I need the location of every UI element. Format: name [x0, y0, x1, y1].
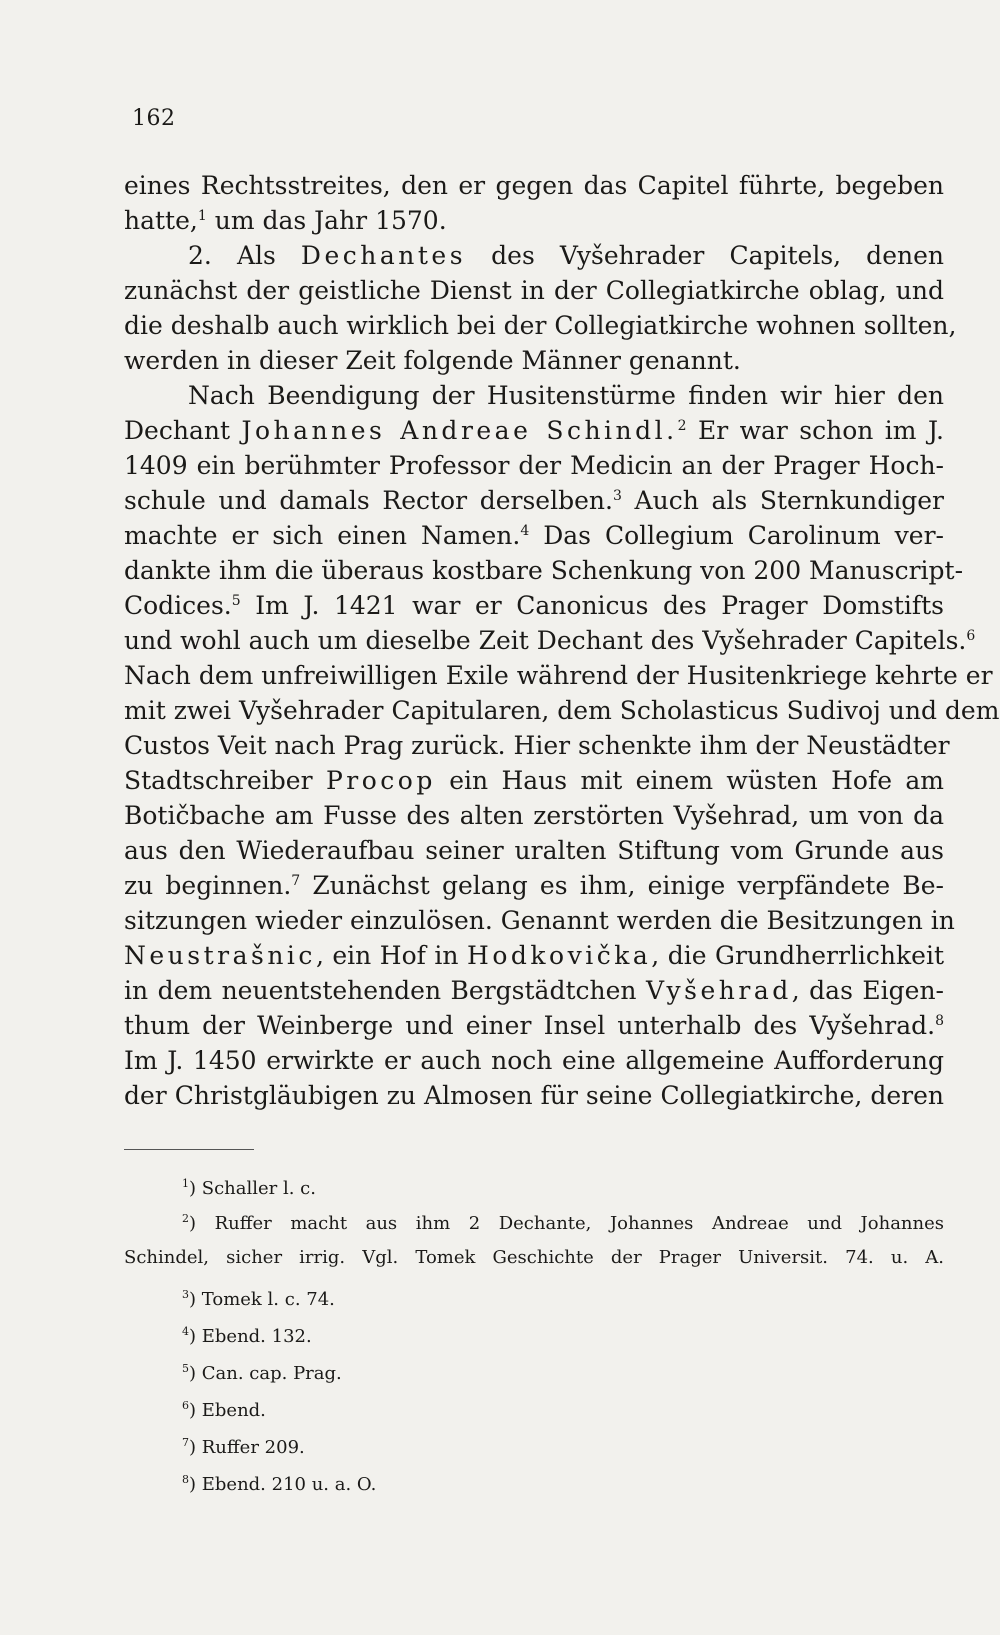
- text-fragment: des Vyšehrader Capitels, denen: [466, 241, 944, 270]
- footnote-ref: 4: [520, 523, 530, 539]
- footnote-divider: [124, 1149, 254, 1150]
- text-fragment: schule und damals Rector derselben.: [124, 486, 613, 515]
- text-fragment: und wohl auch um dieselbe Zeit Dechant des Vyšehrader Capitels.: [124, 626, 967, 655]
- text-line: [124, 868, 944, 903]
- footnote-text: Ebend. 132.: [201, 1326, 312, 1347]
- text-line: werden in dieser Zeit folgende Männer genannt.: [124, 346, 741, 375]
- footnote-mark: 3: [182, 1288, 189, 1301]
- footnote-continuation: Schindel, sicher irrig. Vgl. Tomek Geschichte der Prager Universit. 74. u. A.: [124, 1247, 944, 1268]
- footnote-mark: 2: [182, 1212, 189, 1225]
- spaced-name: Johannes Andreae Schindl.: [241, 416, 678, 445]
- footnote: $^2$) Ruffer macht aus ihm 2 Dechante, Johannes Andreae und Johannes: [182, 1212, 944, 1234]
- text-line: der Christgläubigen zu Almosen für seine Collegiatkirche, deren: [124, 1081, 944, 1110]
- text-line: [124, 588, 944, 623]
- footnote-mark: 8: [182, 1473, 189, 1486]
- text-line: aus den Wiederaufbau seiner uralten Stiftung vom Grunde aus: [124, 836, 944, 865]
- text-fragment: machte er sich einen Namen.: [124, 521, 521, 550]
- footnote-ref: 2: [677, 418, 687, 434]
- text-line: dankte ihm die überaus kostbare Schenkung von 200 Manuscript-: [124, 556, 964, 585]
- footnote: $^8$) Ebend. 210 u. a. O.: [182, 1473, 377, 1495]
- text-line: Im J. 1450 erwirkte er auch noch eine allgemeine Aufforderung: [124, 1046, 944, 1075]
- text-line: Nach dem unfreiwilligen Exile während der Husitenkriege kehrte er: [124, 661, 993, 690]
- footnote-mark: 4: [182, 1325, 189, 1338]
- text-fragment: Codices.: [124, 591, 232, 620]
- text-fragment: um das Jahr 1570.: [206, 206, 447, 235]
- footnote-text: Ruffer 209.: [201, 1437, 305, 1458]
- text-line: [124, 518, 944, 553]
- footnote: $^5$) Can. cap. Prag.: [182, 1362, 342, 1384]
- text-fragment: Dechant: [124, 416, 230, 445]
- text-fragment: zu beginnen.: [124, 871, 292, 900]
- text-line: mit zwei Vyšehrader Capitularen, dem Scholasticus Sudivoj und dem: [124, 696, 1000, 725]
- text-fragment: ein Haus mit einem wüsten Hofe am: [435, 766, 944, 795]
- text-line: 1409 ein berühmter Professor der Medicin an der Prager Hoch-: [124, 451, 944, 480]
- footnote: $^3$) Tomek l. c. 74.: [182, 1288, 335, 1310]
- footnotes: [124, 1170, 944, 1503]
- text-line: [124, 938, 944, 973]
- spaced-name: Vyšehrad: [646, 976, 792, 1005]
- text-line: Custos Veit nach Prag zurück. Hier schenkte ihm der Neustädter: [124, 731, 950, 760]
- footnote-text: Tomek l. c. 74.: [201, 1289, 335, 1310]
- footnote-mark: 7: [182, 1436, 189, 1449]
- text-fragment: Stadtschreiber: [124, 766, 313, 795]
- footnote-text: Ebend.: [201, 1400, 266, 1421]
- footnote: $^7$) Ruffer 209.: [182, 1436, 305, 1458]
- text-line: [124, 763, 944, 798]
- text-fragment: hatte,: [124, 206, 198, 235]
- text-line: [124, 413, 944, 448]
- footnote: $^1$) Schaller l. c.: [182, 1177, 316, 1199]
- footnote-ref: 8: [935, 1013, 944, 1029]
- text-fragment: Er war schon im J.: [686, 416, 944, 445]
- footnote-ref: 6: [966, 628, 976, 644]
- footnote: $^4$) Ebend. 132.: [182, 1325, 312, 1347]
- text-line: [124, 483, 944, 518]
- text-fragment: in dem neuentstehenden Bergstädtchen: [124, 976, 637, 1005]
- footnote-text: Can. cap. Prag.: [201, 1363, 342, 1384]
- footnote-text: Schaller l. c.: [201, 1178, 316, 1199]
- text-fragment: Im J. 1421 war er Canonicus des Prager Domstifts: [240, 591, 944, 620]
- footnote-ref: 5: [231, 593, 241, 609]
- footnote-mark: 5: [182, 1362, 189, 1375]
- text-line: [124, 973, 944, 1008]
- text-line: [124, 203, 944, 238]
- text-line: sitzungen wieder einzulösen. Genannt werden die Besitzungen in: [124, 906, 955, 935]
- spaced-name: Neustrašnic: [124, 941, 316, 970]
- main-text: [124, 168, 1000, 1113]
- footnote-text: Ruffer macht aus ihm 2 Dechante, Johannes Andreae und Johannes: [214, 1213, 944, 1234]
- spaced-title: Dechantes: [300, 241, 467, 270]
- text-fragment: Das Collegium Carolinum ver-: [529, 521, 944, 550]
- footnote-mark: 6: [182, 1399, 189, 1412]
- text-line: [124, 623, 976, 658]
- footnote-text: Ebend. 210 u. a. O.: [201, 1474, 377, 1495]
- text-fragment: 2. Als: [188, 241, 301, 270]
- text-line: die deshalb auch wirklich bei der Collegiatkirche wohnen sollten,: [124, 311, 957, 340]
- footnote: $^6$) Ebend.: [182, 1399, 266, 1421]
- page-number: 162: [132, 106, 176, 131]
- spaced-name: Procop: [325, 766, 436, 795]
- text-fragment: , ein Hof in: [315, 941, 468, 970]
- text-fragment: Zunächst gelang es ihm, einige verpfändete Be-: [300, 871, 944, 900]
- footnote-mark: 1: [182, 1177, 189, 1190]
- text-line: Nach Beendigung der Husitenstürme finden wir hier den: [188, 381, 944, 410]
- text-line: [124, 238, 944, 273]
- text-fragment: , das Eigen-: [791, 976, 944, 1005]
- text-fragment: thum der Weinberge und einer Insel unterhalb des Vyšehrad.: [124, 1011, 936, 1040]
- footnote-ref: 1: [197, 208, 207, 224]
- footnote-ref: 7: [291, 873, 301, 889]
- text-fragment: , die Grundherrlichkeit: [651, 941, 945, 970]
- text-fragment: Auch als Sternkundiger: [621, 486, 944, 515]
- text-line: eines Rechtsstreites, den er gegen das Capitel führte, begeben: [124, 171, 944, 200]
- spaced-name: Hodkovička: [467, 941, 652, 970]
- text-line: [124, 1008, 944, 1043]
- footnote-ref: 3: [612, 488, 622, 504]
- text-line: Botičbache am Fusse des alten zerstörten Vyšehrad, um von da: [124, 801, 944, 830]
- text-line: zunächst der geistliche Dienst in der Collegiatkirche oblag, und: [124, 276, 944, 305]
